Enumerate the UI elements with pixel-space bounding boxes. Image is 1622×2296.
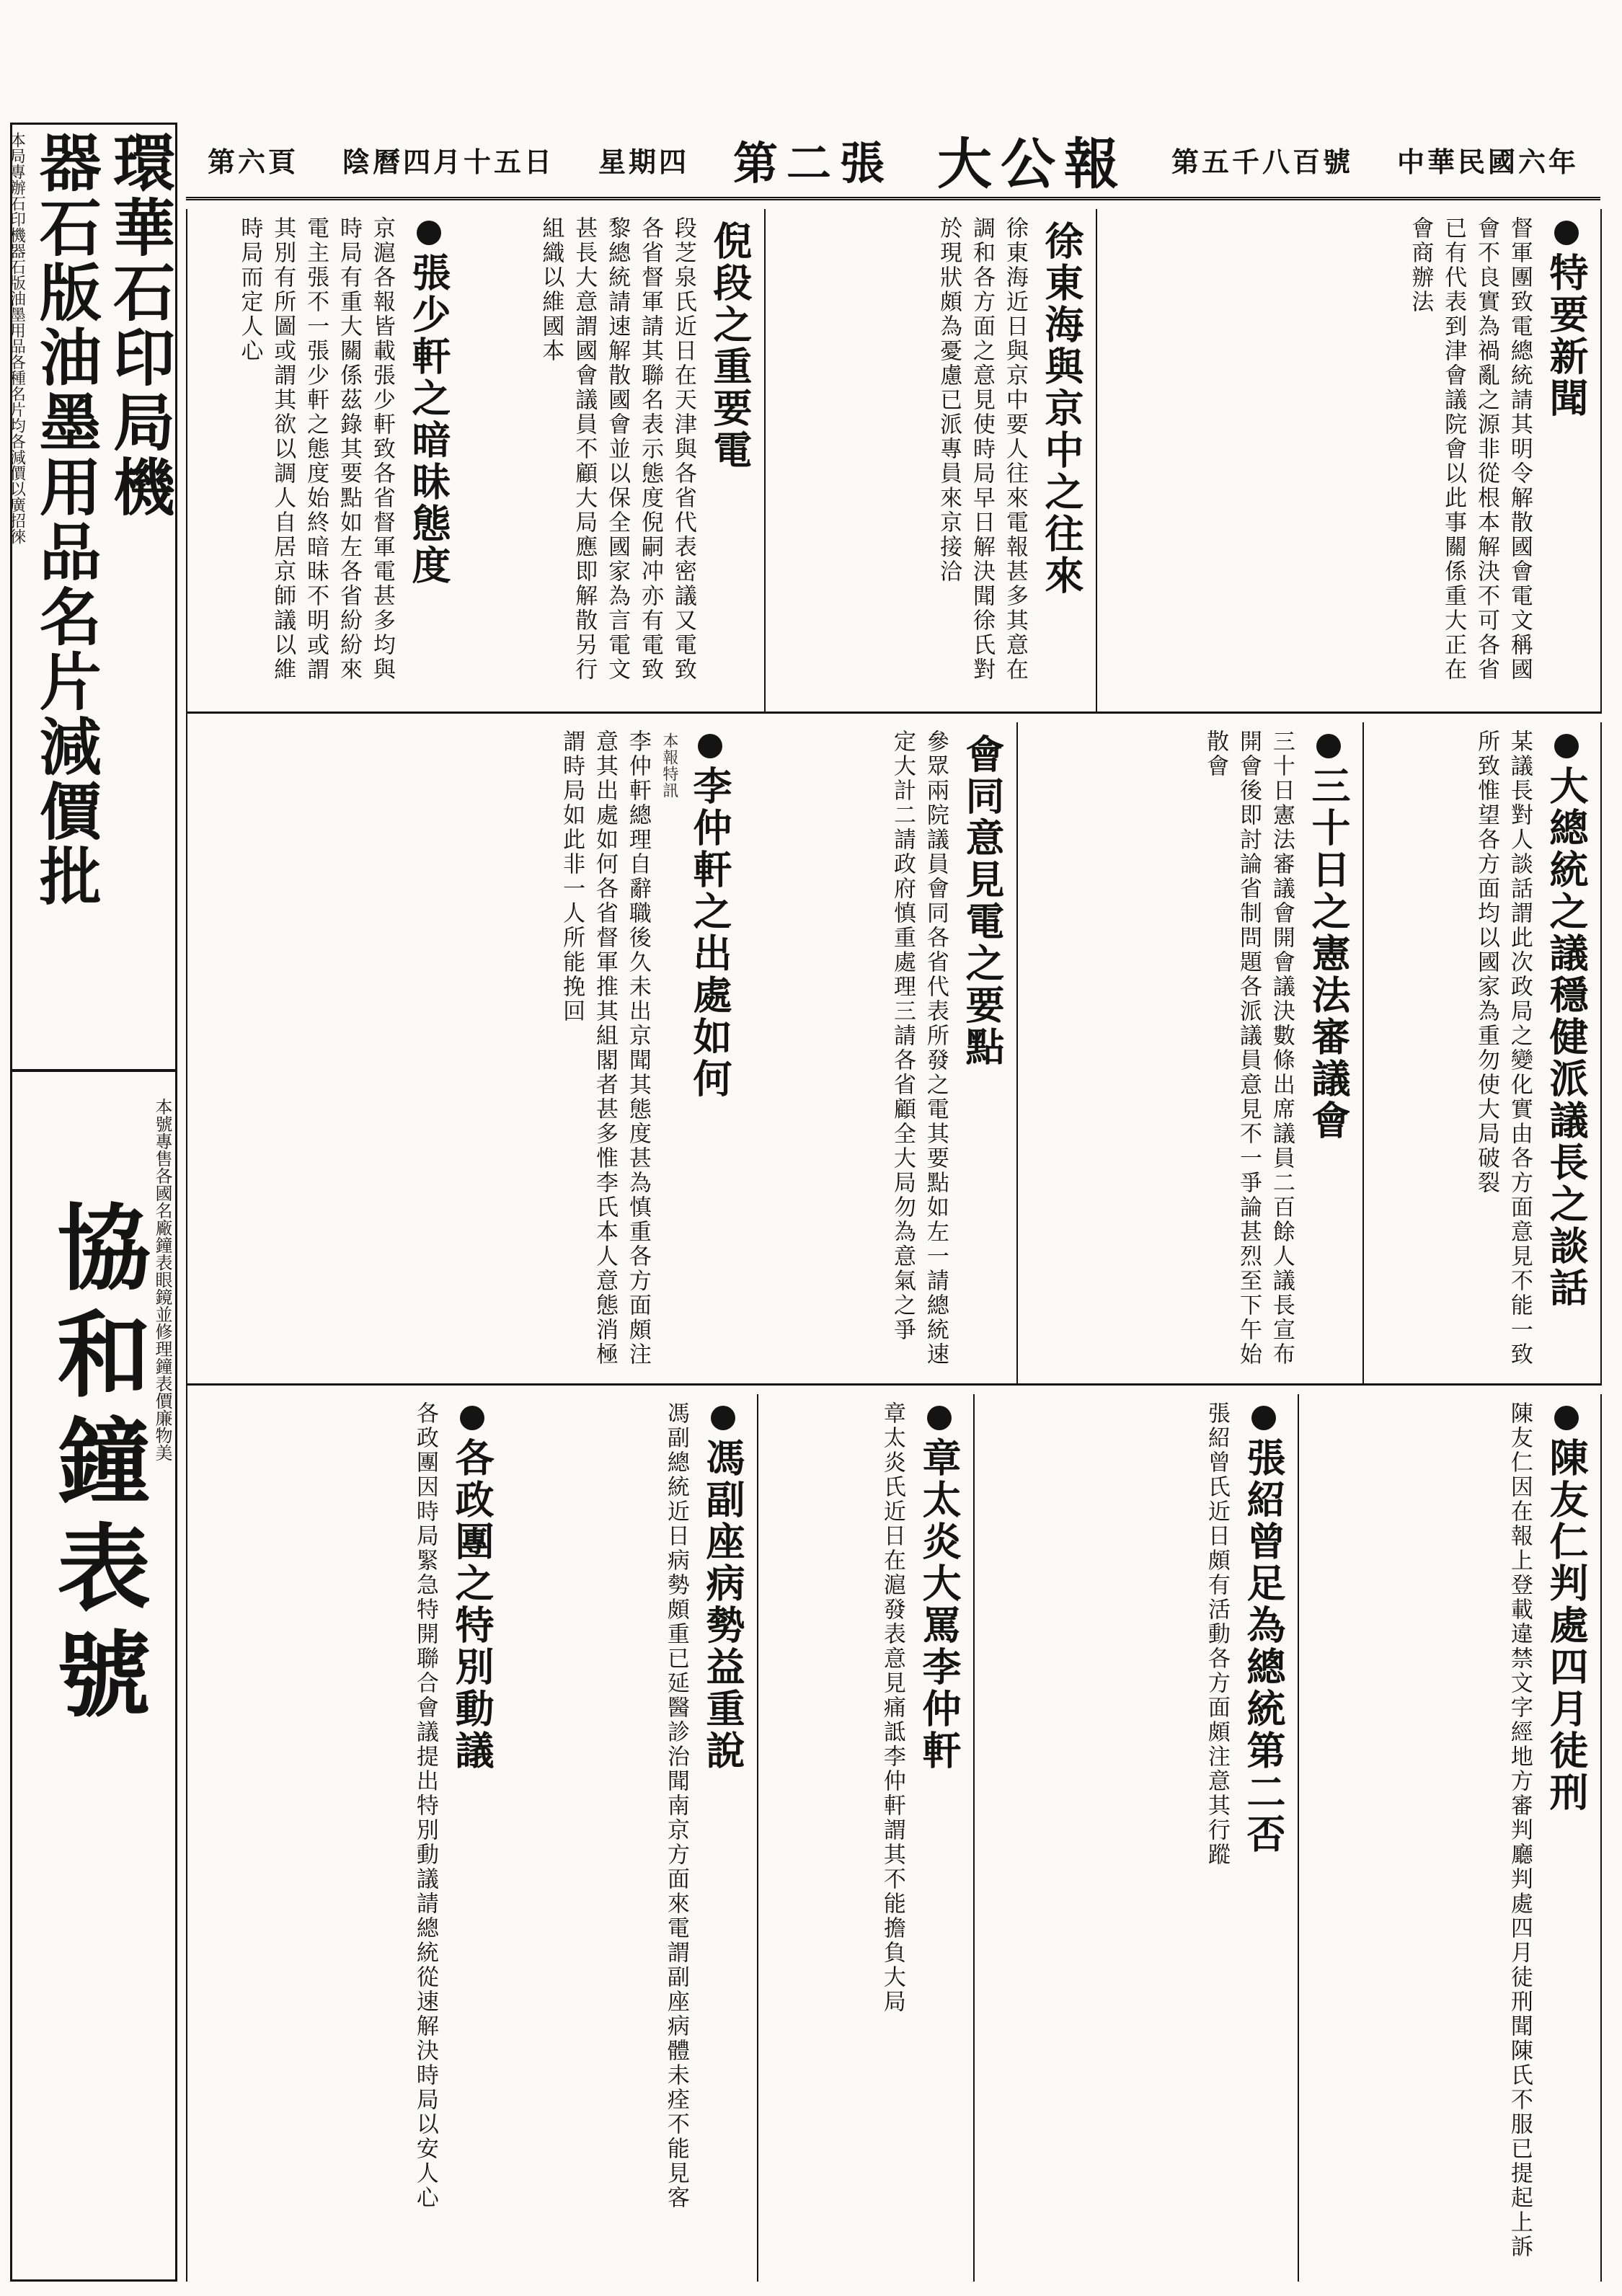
article-headline: 李仲軒之出處如何	[682, 730, 738, 1104]
sheet-label: 第二張	[733, 137, 894, 190]
article-body: 三十日憲法審議會開會議決數條出席議員二百餘人議長宣布開會後即討論省制問題各派議員意見不一爭論甚烈至下午始散會	[1202, 730, 1295, 1367]
article-body: 京滬各報皆載張少軒致各省督軍電甚多均與時局有重大關係茲錄其要點如左各省紛紛來電主張不一張少軒之態度始終暗昧不明或謂其別有所圖或謂其欲以調人自居京師議以維時局而定人心	[236, 216, 395, 682]
bullet-dot-icon	[1316, 734, 1341, 758]
bullet-dot-icon	[711, 1406, 735, 1430]
bullet-dot-icon	[698, 734, 722, 758]
article-constitution-meeting	[1018, 722, 1364, 1383]
article-chen-youren	[1299, 1394, 1602, 2282]
bullet-dot-icon	[1554, 221, 1579, 245]
bullet-dot-icon	[417, 221, 441, 245]
article-zhang-taiyan	[758, 1394, 975, 2282]
middle-band	[187, 722, 1602, 1386]
bullet-dot-icon	[1251, 1406, 1276, 1430]
page-number: 第六頁	[208, 146, 299, 178]
article-political-groups	[187, 1394, 506, 2282]
article-joint-telegram	[744, 722, 1018, 1383]
article-headline: 章太炎大罵李仲軒	[911, 1401, 967, 1776]
ad-copy: 本號專售各國名廠鐘表眼鏡並修理鐘表價廉物美	[152, 1098, 172, 1461]
top-band	[187, 209, 1602, 714]
article-body: 督軍團致電總統請其明令解散國會電文稱國會不良實為禍亂之源非從根本解決不可各省已有代表到津會議院會以此事關係重大正在會商辦法	[1407, 216, 1533, 682]
article-president-talk	[1364, 722, 1602, 1383]
article-body: 某議長對人談話謂此次政局之變化實由各方面意見不能一致所致惟望各方面均以國家為重勿使大局破裂	[1473, 730, 1533, 1367]
article-headline: 馮副座病勢益重說	[695, 1401, 751, 1776]
article-headline: 會同意見電之要點	[960, 734, 1006, 1068]
weekday: 星期四	[598, 146, 690, 178]
bottom-band	[187, 1394, 1602, 2282]
ad-copy: 本局專辦石印機器石版油墨用品各種名片均各減價以廣招徠	[7, 132, 26, 544]
bullet-dot-icon	[927, 1406, 952, 1430]
article-body: 陳友仁因在報上登載違禁文字經地方審判廳判處四月徒刑聞陳氏不服已提起上訴	[1506, 1401, 1533, 2259]
lunar-date: 陰曆四月十五日	[342, 146, 555, 178]
article-headline: 倪段之重要電	[707, 221, 753, 471]
article-headline: 三十日之憲法審議會	[1300, 730, 1357, 1146]
ad-headline: 器石版油墨用品名片減價批	[28, 130, 102, 909]
issue-number: 第五千八百號	[1171, 146, 1353, 178]
article-xu-donghai	[766, 209, 1097, 712]
article-li-zhongxuan	[187, 722, 744, 1383]
paper-name: 大公報	[937, 132, 1127, 196]
article-body: 參眾兩院議員會同各省代表所發之電其要點如左一請總統速定大計二請政府慎重處理三請各省顧全大局勿為意氣之爭	[890, 730, 949, 1367]
article-subline: 本報特訊	[660, 732, 678, 799]
article-body: 徐東海近日與京中要人往來電報甚多其意在調和各方面之意見使時局早日解決聞徐氏對於現狀頗為憂慮已派專員來京接洽	[936, 216, 1028, 682]
article-headline: 陳友仁判處四月徒刑	[1538, 1401, 1595, 1818]
bullet-dot-icon	[1554, 1406, 1579, 1430]
article-ni-duan-telegram	[463, 209, 766, 712]
article-body: 李仲軒總理自辭職後久未出京聞其態度甚為慎重各方面頗注意其出處如何各省督軍推其組閣者甚多惟李氏本人意態消極謂時局如此非一人所能挽回	[559, 730, 651, 1367]
advertisement-column	[7, 123, 177, 2282]
article-feng-illness	[506, 1394, 758, 2282]
article-headline: 各政團之特別動議	[444, 1401, 500, 1776]
article-body: 各政團因時局緊急特開聯合會議提出特別動議請總統從速解決時局以安人心	[412, 1401, 438, 2210]
article-zhang-shaozeng	[975, 1394, 1299, 2282]
article-headline: 張紹曾足為總統第二否	[1236, 1401, 1292, 1860]
ad-divider	[12, 1069, 175, 1072]
bullet-dot-icon	[1554, 734, 1579, 758]
bullet-dot-icon	[460, 1406, 484, 1430]
article-body: 張紹曾氏近日頗有活動各方面頗注意其行蹤	[1203, 1401, 1230, 1867]
article-headline: 徐東海與京中之往來	[1039, 221, 1085, 597]
ad-headline: 協和鐘表號	[41, 1199, 152, 1732]
article-body: 馮副總統近日病勢頗重已延醫診治聞南京方面來電謂副座病體未痊不能見客	[662, 1401, 689, 2210]
article-body: 段芝泉氏近日在天津與各省代表密議又電致各省督軍請其聯名表示態度倪嗣冲亦有電致黎總統請速解散國會並以保全國家為言電文甚長大意謂國會議員不顧大局應即解散另行組織以維國本	[538, 216, 696, 682]
ad-printing-bureau	[7, 125, 175, 1069]
article-headline: 特要新聞	[1538, 216, 1595, 424]
masthead	[186, 123, 1600, 200]
article-body: 章太炎氏近日在滬發表意見痛詆李仲軒謂其不能擔負大局	[879, 1401, 905, 2014]
article-headline: 大總統之議穩健派議長之談話	[1538, 730, 1595, 1313]
article-special-news	[1097, 209, 1602, 712]
republic-date: 中華民國六年	[1396, 146, 1579, 178]
ad-clock-shop	[12, 1083, 175, 2273]
main-text-area	[186, 209, 1600, 2282]
ad-headline: 環華石印局機	[102, 130, 175, 520]
article-headline: 張少軒之暗昧態度	[401, 216, 457, 591]
article-zhang-shaoxuan	[187, 209, 463, 712]
